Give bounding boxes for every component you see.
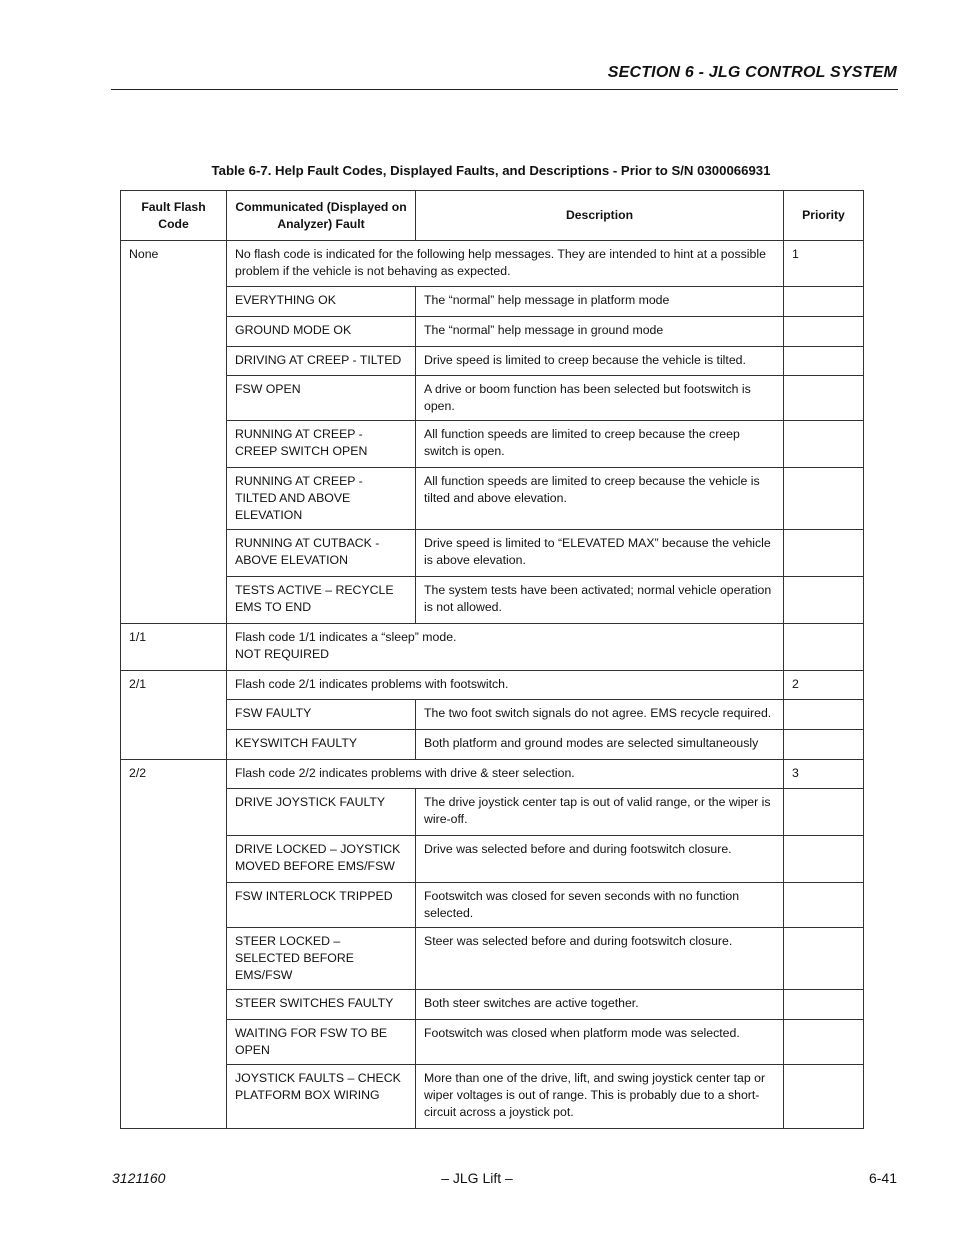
priority-cell <box>784 836 864 883</box>
fault-cell: KEYSWITCH FAULTY <box>227 730 416 760</box>
flash-code-cell: 2/2 <box>121 760 227 1129</box>
flash-code-cell: 1/1 <box>121 624 227 671</box>
fault-cell: TESTS ACTIVE – RECYCLE EMS TO END <box>227 577 416 624</box>
table-row <box>121 468 864 530</box>
fault-cell: FSW INTERLOCK TRIPPED <box>227 883 416 928</box>
description-cell: All function speeds are limited to creep because the creep switch is open. <box>416 421 784 468</box>
table-row <box>121 700 864 730</box>
fault-cell: RUNNING AT CREEP - TILTED AND ABOVE ELEVATION <box>227 468 416 530</box>
fault-cell: DRIVING AT CREEP - TILTED <box>227 347 416 376</box>
fault-cell: FSW OPEN <box>227 376 416 421</box>
description-cell: The system tests have been activated; normal vehicle operation is not allowed. <box>416 577 784 624</box>
table-row <box>121 883 864 928</box>
description-cell: The “normal” help message in ground mode <box>416 317 784 347</box>
description-cell: Both steer switches are active together. <box>416 990 784 1020</box>
priority-cell: 2 <box>784 671 864 700</box>
flash-code-cell: 2/1 <box>121 671 227 760</box>
description-cell: Drive was selected before and during footswitch closure. <box>416 836 784 883</box>
table-row <box>121 577 864 624</box>
description-cell: Steer was selected before and during footswitch closure. <box>416 928 784 990</box>
header-priority: Priority <box>784 191 864 241</box>
description-cell: Footswitch was closed for seven seconds with no function selected. <box>416 883 784 928</box>
priority-cell <box>784 990 864 1020</box>
table-row <box>121 1065 864 1129</box>
header-communicated-fault: Communicated (Displayed on Analyzer) Fault <box>227 191 416 241</box>
fault-cell: STEER SWITCHES FAULTY <box>227 990 416 1020</box>
header-fault-flash-code: Fault Flash Code <box>121 191 227 241</box>
description-cell: All function speeds are limited to creep because the vehicle is tilted and above elevation. <box>416 468 784 530</box>
fault-cell: GROUND MODE OK <box>227 317 416 347</box>
table-row <box>121 928 864 990</box>
description-cell: The “normal” help message in platform mode <box>416 287 784 317</box>
footer-center-text: – JLG Lift – <box>441 1170 513 1186</box>
priority-cell <box>784 624 864 671</box>
fault-cell: DRIVE LOCKED – JOYSTICK MOVED BEFORE EMS/FSW <box>227 836 416 883</box>
priority-cell <box>784 928 864 990</box>
table-row <box>121 789 864 836</box>
priority-cell <box>784 287 864 317</box>
fault-cell: RUNNING AT CUTBACK - ABOVE ELEVATION <box>227 530 416 577</box>
fault-cell: FSW FAULTY <box>227 700 416 730</box>
table-row <box>121 836 864 883</box>
priority-cell <box>784 577 864 624</box>
description-cell: More than one of the drive, lift, and swing joystick center tap or wiper voltages is out of range. This is probably due to a short-circuit across a joystick pot. <box>416 1065 784 1129</box>
priority-cell <box>784 700 864 730</box>
description-cell: Footswitch was closed when platform mode was selected. <box>416 1020 784 1065</box>
priority-cell: 3 <box>784 760 864 789</box>
priority-cell <box>784 789 864 836</box>
table-header-row <box>121 191 864 241</box>
priority-cell <box>784 468 864 530</box>
priority-cell <box>784 1065 864 1129</box>
table-row <box>121 730 864 760</box>
table-row <box>121 990 864 1020</box>
description-cell: Drive speed is limited to “ELEVATED MAX” because the vehicle is above elevation. <box>416 530 784 577</box>
fault-cell: JOYSTICK FAULTS – CHECK PLATFORM BOX WIRING <box>227 1065 416 1129</box>
table-row <box>121 421 864 468</box>
description-cell: Drive speed is limited to creep because the vehicle is tilted. <box>416 347 784 376</box>
group-summary-cell: Flash code 2/2 indicates problems with drive & steer selection. <box>227 760 784 789</box>
group-summary-cell: No flash code is indicated for the following help messages. They are intended to hint at a possible problem if the vehicle is not behaving as expected. <box>227 241 784 287</box>
table-row <box>121 671 864 700</box>
fault-cell: RUNNING AT CREEP - CREEP SWITCH OPEN <box>227 421 416 468</box>
priority-cell <box>784 1020 864 1065</box>
priority-cell <box>784 376 864 421</box>
priority-cell <box>784 421 864 468</box>
fault-codes-table <box>120 190 864 1129</box>
header-description: Description <box>416 191 784 241</box>
section-title: SECTION 6 - JLG CONTROL SYSTEM <box>607 64 897 81</box>
description-cell: The drive joystick center tap is out of valid range, or the wiper is wire-off. <box>416 789 784 836</box>
priority-cell <box>784 883 864 928</box>
flash-code-cell: None <box>121 241 227 624</box>
page-number: 6-41 <box>868 1170 897 1186</box>
table-row <box>121 624 864 671</box>
group-summary-cell: Flash code 2/1 indicates problems with footswitch. <box>227 671 784 700</box>
priority-cell <box>784 347 864 376</box>
fault-cell: WAITING FOR FSW TO BE OPEN <box>227 1020 416 1065</box>
fault-cell: EVERYTHING OK <box>227 287 416 317</box>
header-divider <box>111 89 898 90</box>
table-caption: Table 6-7. Help Fault Codes, Displayed Faults, and Descriptions - Prior to S/N 0300066931 <box>211 163 771 178</box>
table-row <box>121 317 864 347</box>
table-row <box>121 376 864 421</box>
priority-cell <box>784 317 864 347</box>
table-row <box>121 241 864 287</box>
document-number: 3121160 <box>112 1170 166 1186</box>
description-cell: The two foot switch signals do not agree. EMS recycle required. <box>416 700 784 730</box>
description-cell: Both platform and ground modes are selected simultaneously <box>416 730 784 760</box>
table-row <box>121 760 864 789</box>
priority-cell: 1 <box>784 241 864 287</box>
group-summary-cell <box>227 624 784 671</box>
table-row <box>121 347 864 376</box>
summary-line: Flash code 1/1 indicates a “sleep” mode. <box>235 630 457 644</box>
fault-cell: STEER LOCKED – SELECTED BEFORE EMS/FSW <box>227 928 416 990</box>
priority-cell <box>784 730 864 760</box>
summary-line: NOT REQUIRED <box>235 647 330 661</box>
fault-cell: DRIVE JOYSTICK FAULTY <box>227 789 416 836</box>
priority-cell <box>784 530 864 577</box>
description-cell: A drive or boom function has been selected but footswitch is open. <box>416 376 784 421</box>
table-row <box>121 530 864 577</box>
table-row <box>121 1020 864 1065</box>
table-row <box>121 287 864 317</box>
